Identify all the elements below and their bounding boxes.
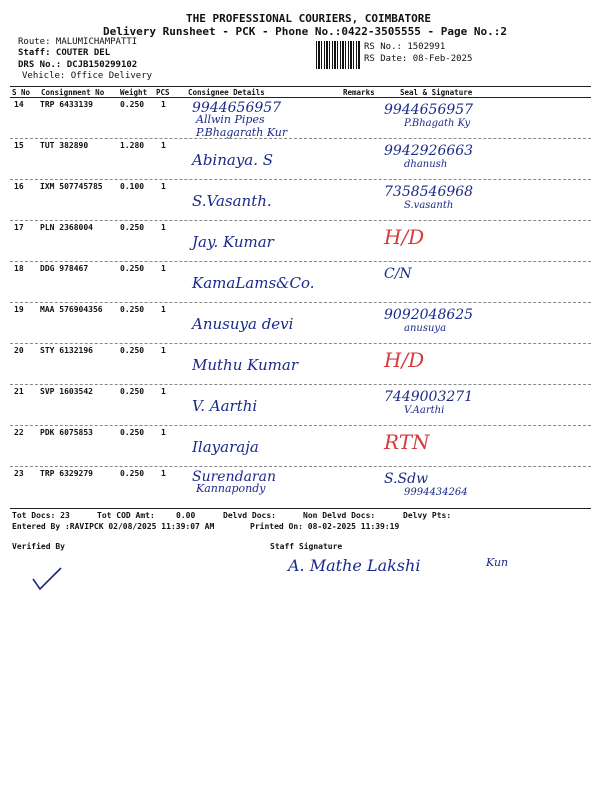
col-sno: S No <box>12 88 31 97</box>
row-consignee-handwriting: Kannapondy <box>196 482 266 495</box>
row-weight: 0.250 <box>120 100 145 109</box>
row-seal-signature: 9942926663 <box>384 143 474 159</box>
row-seal-signature: 7449003271 <box>384 389 474 405</box>
row-separator <box>10 179 591 180</box>
row-consignee-handwriting: Allwin Pipes <box>196 113 265 126</box>
printed-on: Printed On: 08-02-2025 11:39:19 <box>250 522 400 531</box>
row-consignment-number: TRP 6433139 <box>40 100 93 109</box>
row-consignee-handwriting: KamaLams&Co. <box>192 274 315 292</box>
row-pieces: 1 <box>161 428 166 437</box>
col-consignment: Consignment No <box>41 88 105 97</box>
row-separator <box>10 425 591 426</box>
staff-signature: A. Mathe Lakshi <box>288 556 421 575</box>
table-bottom-rule <box>10 508 591 509</box>
row-seal-signature: P.Bhagath Ky <box>404 118 471 129</box>
row-pieces: 1 <box>161 346 166 355</box>
row-consignment-number: PLN 2368004 <box>40 223 93 232</box>
row-separator <box>10 220 591 221</box>
delivery-points: Delvy Pts: <box>403 511 452 520</box>
row-serial-number: 17 <box>14 223 24 232</box>
row-consignee-handwriting: Surendaran <box>192 469 276 485</box>
row-serial-number: 19 <box>14 305 24 314</box>
row-pieces: 1 <box>161 387 166 396</box>
row-pieces: 1 <box>161 264 166 273</box>
row-separator <box>10 384 591 385</box>
row-seal-signature: 7358546968 <box>384 184 474 200</box>
row-separator <box>10 261 591 262</box>
row-pieces: 1 <box>161 141 166 150</box>
row-seal-signature: anusuya <box>404 323 447 334</box>
row-consignment-number: DDG 978467 <box>40 264 89 273</box>
row-separator <box>10 466 591 467</box>
row-seal-signature: H/D <box>384 348 425 372</box>
row-pieces: 1 <box>161 223 166 232</box>
row-consignee-handwriting: Anusuya devi <box>192 315 294 333</box>
rs-date: RS Date: 08-Feb-2025 <box>364 54 473 64</box>
row-separator <box>10 302 591 303</box>
rs-number: RS No.: 1502991 <box>364 42 446 52</box>
col-weight: Weight <box>120 88 148 97</box>
row-consignment-number: PDK 6075853 <box>40 428 93 437</box>
table-header-rule <box>10 97 591 98</box>
row-weight: 0.250 <box>120 346 145 355</box>
row-separator <box>10 343 591 344</box>
row-serial-number: 18 <box>14 264 24 273</box>
row-weight: 0.250 <box>120 305 145 314</box>
row-seal-signature: V.Aarthi <box>404 405 445 416</box>
total-docs: Tot Docs: 23 <box>12 511 70 520</box>
row-serial-number: 15 <box>14 141 24 150</box>
drs-number: DRS No.: DCJB150299102 <box>18 60 138 70</box>
non-delivered-docs: Non Delvd Docs: <box>303 511 376 520</box>
row-seal-signature: 9944656957 <box>384 102 474 118</box>
staff-signature-label: Staff Signature <box>270 542 343 551</box>
row-pieces: 1 <box>161 305 166 314</box>
row-serial-number: 23 <box>14 469 24 478</box>
col-seal-signature: Seal & Signature <box>400 88 473 97</box>
row-consignment-number: TUT 382890 <box>40 141 89 150</box>
row-pieces: 1 <box>161 100 166 109</box>
row-consignment-number: SVP 1603542 <box>40 387 93 396</box>
row-consignment-number: IXM 507745785 <box>40 182 103 191</box>
verified-by-label: Verified By <box>12 542 65 551</box>
tick-mark <box>30 565 64 593</box>
row-serial-number: 20 <box>14 346 24 355</box>
col-consignee: Consignee Details <box>188 88 265 97</box>
row-consignee-handwriting: Ilayaraja <box>192 438 259 456</box>
runsheet-title: Delivery Runsheet - PCK - Phone No.:0422-3505555 - Page No.:2 <box>103 25 507 38</box>
staff-initials: Kun <box>486 556 509 569</box>
row-pieces: 1 <box>161 469 166 478</box>
row-weight: 0.250 <box>120 428 145 437</box>
barcode <box>316 41 360 69</box>
row-consignment-number: TRP 6329279 <box>40 469 93 478</box>
row-weight: 1.280 <box>120 141 145 150</box>
row-consignee-handwriting: V. Aarthi <box>192 397 258 415</box>
total-cod-label: Tot COD Amt: <box>97 511 155 520</box>
row-seal-signature: RTN <box>384 430 430 454</box>
staff: Staff: COUTER DEL <box>18 48 111 58</box>
row-seal-signature: 9092048625 <box>384 307 474 323</box>
row-seal-signature: S.vasanth <box>404 200 454 211</box>
row-consignee-handwriting: Abinaya. S <box>192 151 274 169</box>
company-name: THE PROFESSIONAL COURIERS, COIMBATORE <box>186 12 432 25</box>
row-consignment-number: MAA 576904356 <box>40 305 103 314</box>
vehicle: Vehicle: Office Delivery <box>22 71 153 81</box>
row-consignee-handwriting: P.Bhagarath Kur <box>196 126 288 139</box>
row-weight: 0.250 <box>120 223 145 232</box>
row-serial-number: 21 <box>14 387 24 396</box>
row-seal-signature: 9994434264 <box>404 487 468 498</box>
row-separator <box>10 138 591 139</box>
row-seal-signature: S.Sdw <box>384 471 429 487</box>
row-consignee-handwriting: 9944656957 <box>192 100 282 116</box>
row-serial-number: 14 <box>14 100 24 109</box>
row-weight: 0.250 <box>120 469 145 478</box>
row-weight: 0.250 <box>120 387 145 396</box>
col-remarks: Remarks <box>343 88 375 97</box>
row-consignment-number: STY 6132196 <box>40 346 93 355</box>
row-pieces: 1 <box>161 182 166 191</box>
row-seal-signature: H/D <box>384 225 425 249</box>
row-weight: 0.100 <box>120 182 145 191</box>
row-consignee-handwriting: Jay. Kumar <box>192 233 274 251</box>
delivered-docs: Delvd Docs: <box>223 511 276 520</box>
row-seal-signature: C/N <box>384 266 412 282</box>
row-consignee-handwriting: Muthu Kumar <box>192 356 299 374</box>
total-cod-value: 0.00 <box>176 511 196 520</box>
row-serial-number: 22 <box>14 428 24 437</box>
row-serial-number: 16 <box>14 182 24 191</box>
row-seal-signature: dhanush <box>404 159 448 170</box>
row-weight: 0.250 <box>120 264 145 273</box>
entered-by: Entered By :RAVIPCK 02/08/2025 11:39:07 AM <box>12 522 215 531</box>
row-consignee-handwriting: S.Vasanth. <box>192 192 272 210</box>
col-pcs: PCS <box>156 88 170 97</box>
table-top-rule <box>10 86 591 87</box>
route: Route: MALUMICHAMPATTI <box>18 37 138 47</box>
